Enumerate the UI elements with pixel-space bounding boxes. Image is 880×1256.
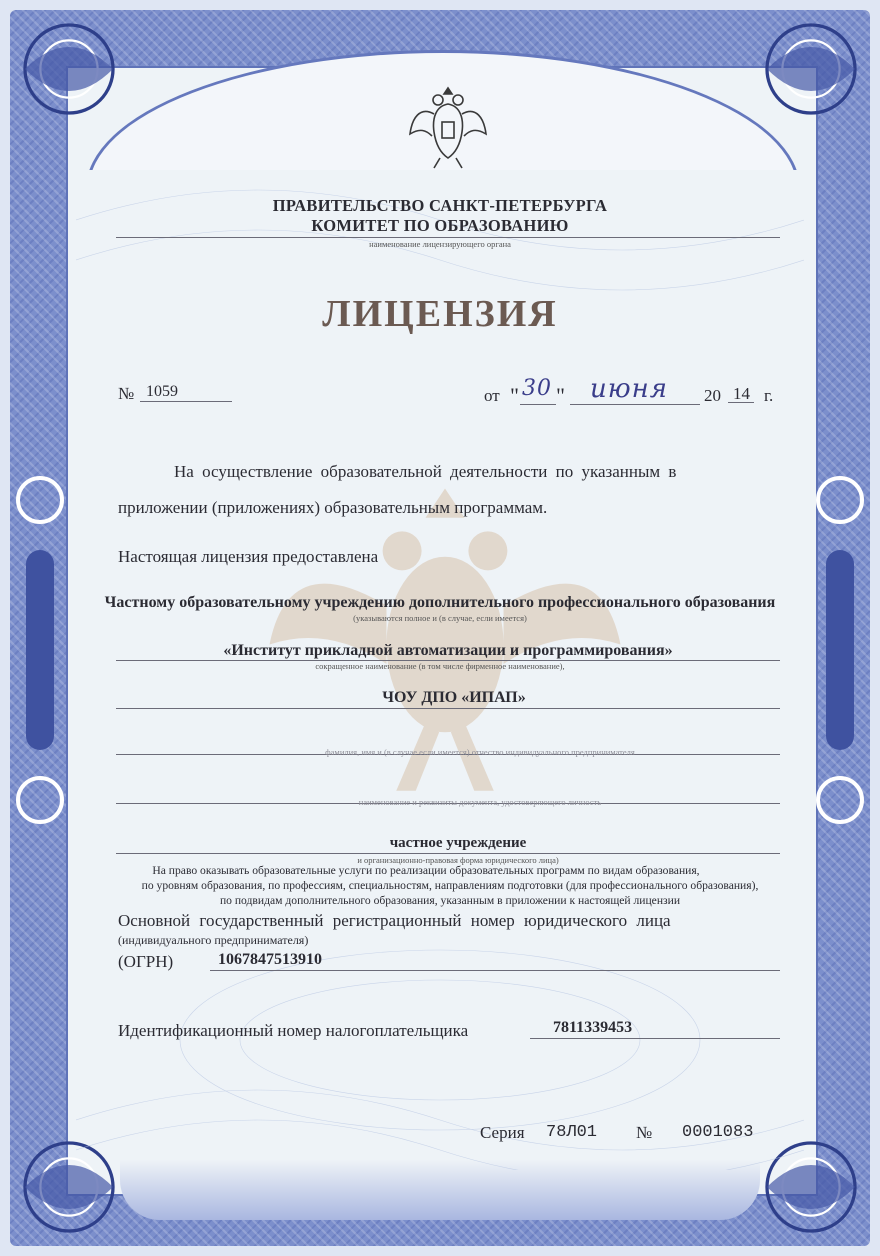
series-value: 78Л01 [546,1123,598,1142]
date-year-abbr: г. [764,386,774,405]
institute-caption: сокращенное наименование (в том числе фирменное наименование), [315,661,565,671]
coat-of-arms-icon [406,84,490,172]
document-title: ЛИЦЕНЗИЯ [322,293,558,335]
holder-full-name: Частному образовательному учреждению дополнительного профессионального образования [104,594,776,611]
blank-number-sign: № [636,1123,653,1142]
blank-caption-1: фамилия, имя и (в случае если имеется) отчество индивидуального предпринимателя [325,747,635,757]
authority-line-2: КОМИТЕТ ПО ОБРАЗОВАНИЮ [311,216,569,235]
legal-form: частное учреждение [389,835,527,851]
underline [116,708,780,709]
underline [116,853,780,854]
rights-line-1: На право оказывать образовательные услуги по реализации образовательных программ по видам образования, [152,864,700,877]
ogrn-value: 1067847513910 [218,951,322,968]
rights-line-2: по уровням образования, по профессиям, специальностям, направлениям подготовки (для профессионального образования), [141,879,759,892]
purpose-line-1: На осуществление образовательной деятельности по указанным в [174,462,677,481]
underline [570,404,700,405]
underline [520,404,556,405]
underline [530,1038,780,1039]
underline [140,401,232,402]
ogrn-label-line-1: Основной государственный регистрационный номер юридического лица [118,911,671,930]
date-month: июня [590,374,668,404]
short-name: ЧОУ ДПО «ИПАП» [382,689,526,706]
inn-value: 7811339453 [553,1019,633,1036]
granted-to: Настоящая лицензия предоставлена [118,547,379,566]
rights-line-3: по подвидам дополнительного образования, указанным в приложении к настоящей лицензии [219,894,681,907]
authority-caption: наименование лицензирующего органа [369,239,511,249]
institute-name: «Институт прикладной автоматизации и программирования» [223,642,673,659]
ogrn-abbr: (ОГРН) [118,952,174,971]
date-quote-close: " [556,383,565,408]
date-year-suffix: 14 [733,384,750,403]
series-label: Серия [480,1123,525,1142]
date-year-prefix: 20 [704,386,721,405]
date-from: от [484,386,500,405]
number-sign: № [118,384,135,403]
underline [210,970,780,971]
underline [728,402,754,403]
underline [116,237,780,238]
blank-caption-2: наименование и реквизиты документа, удостоверяющего личность [358,797,602,807]
full-name-caption: (указываются полное и (в случае, если имеется) [353,613,527,623]
authority-line-1: ПРАВИТЕЛЬСТВО САНКТ-ПЕТЕРБУРГА [272,196,608,215]
legal-form-caption: и организационно-правовая форма юридического лица) [357,855,559,865]
inn-label: Идентификационный номер налогоплательщика [118,1021,469,1040]
license-number: 1059 [146,383,178,400]
ogrn-label-line-2: (индивидуального предпринимателя) [118,933,309,947]
blank-number: 0001083 [682,1123,754,1142]
date-quote-open: " [510,383,519,408]
purpose-line-2: приложении (приложениях) образовательным программам. [118,498,548,517]
date-day: 30 [522,376,552,401]
